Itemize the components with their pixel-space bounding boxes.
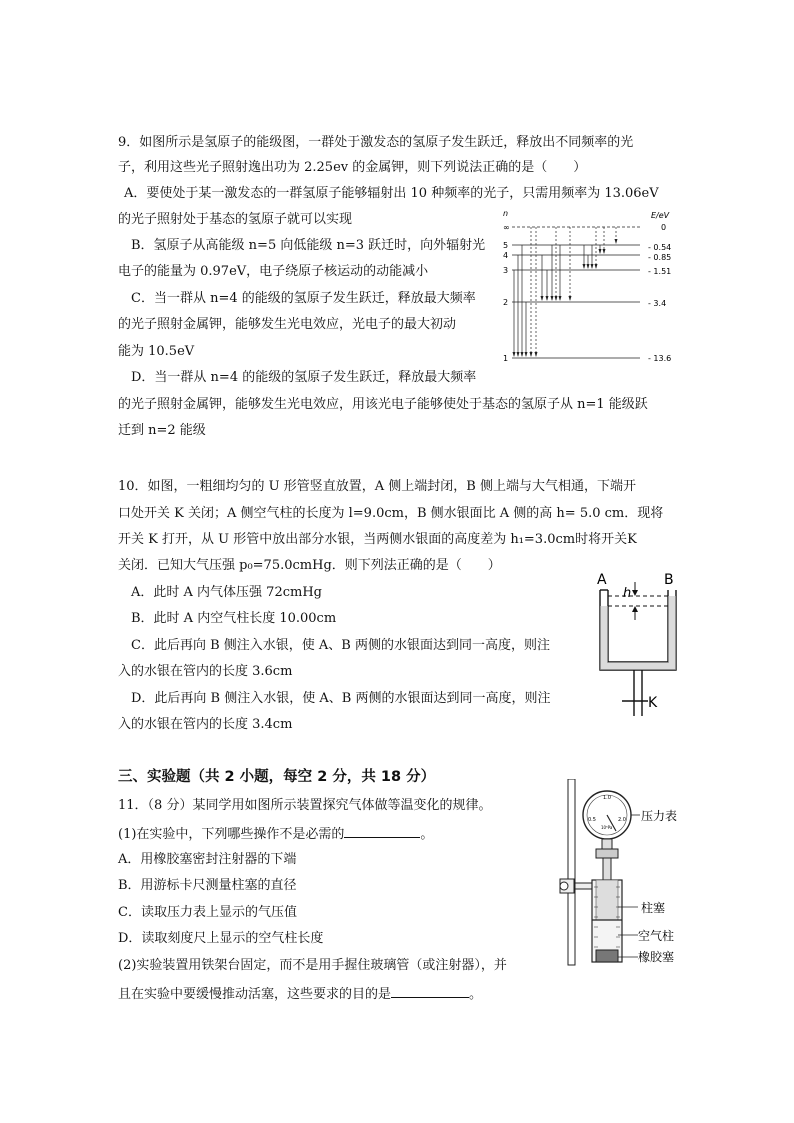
level-1-e: - 13.6	[648, 354, 672, 363]
q10-option-c: C．此后再向 B 侧注入水银，使 A、B 两侧的水银面达到同一高度，则注	[131, 638, 550, 653]
q11-option-d: D．读取刻度尺上显示的空气柱长度	[118, 931, 324, 946]
u-tube-label-b: B	[664, 572, 674, 588]
q10-option-d: D．此后再向 B 侧注入水银，使 A、B 两侧的水银面达到同一高度，则注	[131, 691, 551, 706]
q9-option-c-cont2: 能为 10.5eV	[118, 344, 195, 359]
q9-option-b-cont: 电子的能量为 0.97eV，电子绕原子核运动的动能减小	[118, 264, 429, 279]
level-3-n: 3	[503, 266, 509, 275]
q10-option-a: A．此时 A 内气体压强 72cmHg	[131, 585, 322, 600]
gauge-unit: 10⁵Pa	[601, 825, 613, 830]
q10-option-b: B．此时 A 内空气柱长度 10.00cm	[131, 611, 337, 626]
q11-option-c: C．读取压力表上显示的气压值	[118, 905, 297, 920]
level-inf-e: 0	[661, 223, 667, 232]
q9-option-a-cont: 的光子照射处于基态的氢原子就可以实现	[118, 212, 353, 227]
gauge-top-value: 1.0	[603, 795, 611, 801]
q11-part-2-text: 且在实验中要缓慢推动活塞，这些要求的目的是	[118, 987, 392, 1002]
diagram-n-label: n	[503, 209, 509, 218]
q11-option-a: A．用橡胶塞密封注射器的下端	[118, 852, 297, 867]
q9-option-d-cont2: 迁到 n=2 能级	[118, 423, 206, 438]
q9-option-d-cont: 的光子照射金属钾，能够发生光电效应，用该光电子能够使处于基态的氢原子从 n=1 能级跃	[118, 397, 648, 412]
q11-option-b: B．用游标卡尺测量柱塞的直径	[118, 878, 297, 893]
q10-line-1: 10．如图，一粗细均匀的 U 形管竖直放置，A 侧上端封闭，B 侧上端与大气相通，下端开	[118, 479, 636, 494]
section-3-title: 三、实验题（共 2 小题，每空 2 分，共 18 分）	[118, 769, 436, 785]
u-tube-label-k: K	[648, 695, 658, 711]
q11-part-1-text: (1)在实验中，下列哪些操作不是必需的	[118, 827, 345, 842]
q11-answer-blank-1[interactable]	[344, 824, 420, 838]
gauge-right-value: 2.0	[618, 817, 626, 823]
level-4-e: - 0.85	[648, 253, 672, 262]
syringe-apparatus	[552, 779, 712, 971]
plunger-label: 柱塞	[641, 901, 666, 915]
diagram-e-label: E/eV	[651, 211, 670, 220]
level-2-e: - 3.4	[648, 299, 667, 308]
level-4-n: 4	[503, 251, 509, 260]
q9-line-1: 9．如图所示是氢原子的能级图，一群处于激发态的氢原子发生跃迁，释放出不同频率的光	[118, 135, 634, 150]
u-tube-diagram	[588, 568, 698, 720]
q9-option-c: C．当一群从 n=4 的能级的氢原子发生跃迁，释放最大频率	[131, 291, 476, 306]
u-tube-label-h: h	[623, 586, 632, 601]
gauge-left-value: 0.5	[588, 817, 596, 823]
q11-part-1-end: 。	[420, 827, 434, 842]
q9-option-b: B．氢原子从高能级 n=5 向低能级 n=3 跃迁时，向外辐射光	[131, 238, 486, 253]
energy-level-diagram	[498, 206, 698, 372]
q10-line-2: 口处开关 K 关闭；A 侧空气柱的长度为 l=9.0cm，B 侧水银面比 A 侧的高 h= 5.0 cm．现将	[118, 506, 664, 521]
q9-option-c-cont: 的光子照射金属钾，能够发生光电效应，光电子的最大初动	[118, 317, 457, 332]
q10-line-4: 关闭．已知大气压强 p₀=75.0cmHg．则下列法正确的是（ ）	[118, 558, 501, 573]
level-inf-n: ∞	[503, 223, 510, 232]
u-tube-label-a: A	[597, 572, 607, 588]
q11-line-1: 11．（8 分）某同学用如图所示装置探究气体做等温变化的规律。	[118, 798, 492, 813]
q9-option-a: A．要使处于某一激发态的一群氢原子能够辐射出 10 种频率的光子，只需用频率为 13.06eV	[124, 186, 659, 201]
q11-part-1	[118, 824, 433, 844]
level-1-n: 1	[503, 354, 509, 363]
q11-part-2: (2)实验装置用铁架台固定，而不是用手握住玻璃管（或注射器），并	[118, 958, 507, 973]
q11-part-2-end: 。	[469, 987, 483, 1002]
q10-option-c-cont: 入的水银在管内的长度 3.6cm	[118, 664, 293, 679]
air-column-label: 空气柱	[638, 929, 675, 943]
level-5-e: - 0.54	[648, 243, 672, 252]
q9-option-d: D．当一群从 n=4 的能级的氢原子发生跃迁，释放最大频率	[131, 370, 477, 385]
q11-answer-blank-2[interactable]	[391, 984, 469, 998]
level-2-n: 2	[503, 298, 509, 307]
level-5-n: 5	[503, 241, 509, 250]
rubber-stopper-label: 橡胶塞	[638, 950, 675, 964]
gauge-label: 压力表	[641, 809, 678, 823]
q10-line-3: 开关 K 打开，从 U 形管中放出部分水银，当两侧水银面的高度差为 h₁=3.0cm时将开关K	[118, 532, 637, 547]
level-3-e: - 1.51	[648, 267, 672, 276]
q9-line-2: 子，利用这些光子照射逸出功为 2.25ev 的金属钾，则下列说法正确的是（ ）	[118, 160, 587, 175]
q10-option-d-cont: 入的水银在管内的长度 3.4cm	[118, 717, 293, 732]
q11-part-2-cont	[118, 984, 482, 1004]
